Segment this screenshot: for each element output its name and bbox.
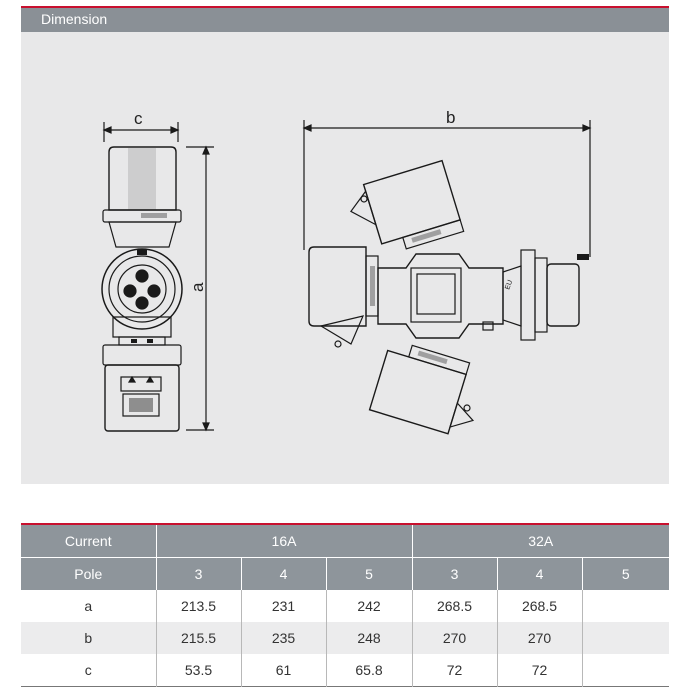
pole-cell: 3 [156, 558, 241, 591]
row-label: a [84, 598, 93, 614]
label-a: a [188, 282, 207, 292]
table-row-c [21, 654, 669, 687]
table-cell: 248 [326, 622, 412, 654]
pole-cell: 5 [326, 558, 412, 591]
table-cell [582, 622, 669, 654]
pole-label: Pole [21, 558, 156, 591]
current-16a: 16A [156, 524, 412, 558]
table-cell: 231 [241, 590, 326, 622]
section-header [21, 6, 669, 32]
table-cell: 235 [241, 622, 326, 654]
table-cell: 61 [241, 654, 326, 687]
table-cell: 53.5 [156, 654, 241, 687]
dimension-drawing [21, 32, 669, 484]
current-32a: 32A [412, 524, 669, 558]
pole-cell: 5 [582, 558, 669, 591]
svg-text:EU: EU [504, 279, 515, 291]
label-c: c [134, 109, 143, 128]
pole-row [21, 558, 669, 591]
table-cell [582, 590, 669, 622]
row-label: b [21, 622, 156, 654]
front-view [102, 122, 214, 431]
table-row-a [21, 590, 669, 622]
dimension-table [21, 523, 669, 687]
table-cell: 213.5 [156, 590, 241, 622]
technical-drawing-svg [21, 32, 669, 484]
table-cell: 242 [326, 590, 412, 622]
table-cell: 215.5 [156, 622, 241, 654]
table-cell: 72 [412, 654, 497, 687]
pole-cell: 4 [241, 558, 326, 591]
pole-cell: 3 [412, 558, 497, 591]
table-cell: 72 [497, 654, 582, 687]
label-b: b [446, 108, 456, 127]
current-label: Current [21, 524, 156, 558]
current-row [21, 524, 669, 558]
side-view [304, 120, 590, 440]
table-cell: 270 [412, 622, 497, 654]
pole-cell: 4 [497, 558, 582, 591]
table-cell [582, 654, 669, 687]
table-cell: 268.5 [412, 590, 497, 622]
table-row-b [21, 622, 669, 654]
table-cell: 65.8 [326, 654, 412, 687]
table-cell: 268.5 [497, 590, 582, 622]
table-cell: 270 [497, 622, 582, 654]
section-title: Dimension [41, 11, 108, 27]
row-label: c [84, 662, 92, 678]
